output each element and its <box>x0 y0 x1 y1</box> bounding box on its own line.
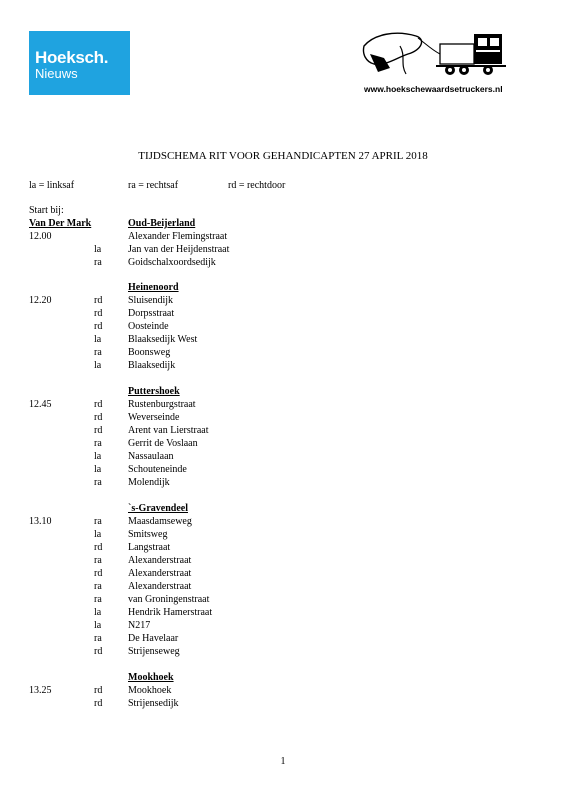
street-name: N217 <box>128 620 151 631</box>
direction-code: ra <box>94 257 102 268</box>
legend-rechtsaf: ra = rechtsaf <box>128 180 179 191</box>
direction-code: la <box>94 360 102 371</box>
section-place: Mookhoek <box>128 672 174 683</box>
direction-code: ra <box>94 477 102 488</box>
direction-code: rd <box>94 685 103 696</box>
start-place: Van Der Mark <box>29 218 92 229</box>
street-name: Maasdamseweg <box>128 516 192 527</box>
start-label: Start bij: <box>29 205 64 216</box>
street-name: Rustenburgstraat <box>128 399 196 410</box>
street-name: Strijensedijk <box>128 698 179 709</box>
street-name: Langstraat <box>128 542 171 553</box>
street-name: Goidschalxoordsedijk <box>128 257 216 268</box>
website-url: www.hoekschewaardsetruckers.nl <box>364 84 503 94</box>
street-name: Alexanderstraat <box>128 568 192 579</box>
section-place: `s-Gravendeel <box>128 503 188 514</box>
street-name: Weverseinde <box>128 412 180 423</box>
street-name: Smitsweg <box>128 529 168 540</box>
street-name: Alexanderstraat <box>128 555 192 566</box>
direction-code: rd <box>94 568 103 579</box>
street-name: Sluisendijk <box>128 295 174 306</box>
direction-code: ra <box>94 555 102 566</box>
section-time: 13.25 <box>29 685 52 696</box>
street-name: Dorpsstraat <box>128 308 175 319</box>
street-name: Nassaulaan <box>128 451 174 462</box>
document-title: TIJDSCHEMA RIT VOOR GEHANDICAPTEN 27 APRIL 2018 <box>138 150 428 162</box>
section-place: Oud-Beijerland <box>128 218 196 229</box>
direction-code: rd <box>94 321 103 332</box>
direction-code: rd <box>94 542 103 553</box>
direction-code: rd <box>94 399 103 410</box>
street-name: van Groningenstraat <box>128 594 210 605</box>
direction-code: la <box>94 464 102 475</box>
direction-code: ra <box>94 633 102 644</box>
section-place: Heinenoord <box>128 282 179 293</box>
street-name: Hendrik Hamerstraat <box>128 607 213 618</box>
street-name: Strijenseweg <box>128 646 180 657</box>
direction-code: ra <box>94 438 102 449</box>
street-name: Boonsweg <box>128 347 171 358</box>
page-number: 1 <box>280 756 286 767</box>
section-time: 12.00 <box>29 231 52 242</box>
section-time: 12.45 <box>29 399 52 410</box>
direction-code: la <box>94 334 102 345</box>
street-name: De Havelaar <box>128 633 179 644</box>
direction-code: rd <box>94 425 103 436</box>
logo-title: Hoeksch. <box>35 48 109 67</box>
section-time: 13.10 <box>29 516 52 527</box>
logo-subtitle: Nieuws <box>35 66 78 81</box>
direction-code: ra <box>94 581 102 592</box>
street-name: Alexander Flemingstraat <box>128 231 228 242</box>
direction-code: la <box>94 244 102 255</box>
section-time: 12.20 <box>29 295 52 306</box>
direction-code: la <box>94 607 102 618</box>
direction-code: rd <box>94 295 103 306</box>
street-name: Oosteinde <box>128 321 169 332</box>
legend-rechtdoor: rd = rechtdoor <box>228 180 286 191</box>
street-name: Mookhoek <box>128 685 172 696</box>
direction-code: la <box>94 529 102 540</box>
section-place: Puttershoek <box>128 386 180 397</box>
street-name: Arent van Lierstraat <box>128 425 209 436</box>
direction-code: ra <box>94 594 102 605</box>
direction-code: rd <box>94 646 103 657</box>
street-name: Jan van der Heijdenstraat <box>128 244 230 255</box>
direction-code: ra <box>94 347 102 358</box>
street-name: Blaaksedijk <box>128 360 176 371</box>
direction-code: la <box>94 451 102 462</box>
street-name: Molendijk <box>128 477 170 488</box>
hoeksch-nieuws-logo <box>29 31 130 95</box>
street-name: Blaaksedijk West <box>128 334 198 345</box>
direction-code: rd <box>94 412 103 423</box>
street-name: Schouteneinde <box>128 464 187 475</box>
direction-code: ra <box>94 516 102 527</box>
direction-code: rd <box>94 308 103 319</box>
street-name: Alexanderstraat <box>128 581 192 592</box>
legend-linksaf: la = linksaf <box>29 180 75 191</box>
street-name: Gerrit de Voslaan <box>128 438 198 449</box>
truckers-logo-truck-icon <box>360 24 510 82</box>
direction-code: la <box>94 620 102 631</box>
direction-code: rd <box>94 698 103 709</box>
